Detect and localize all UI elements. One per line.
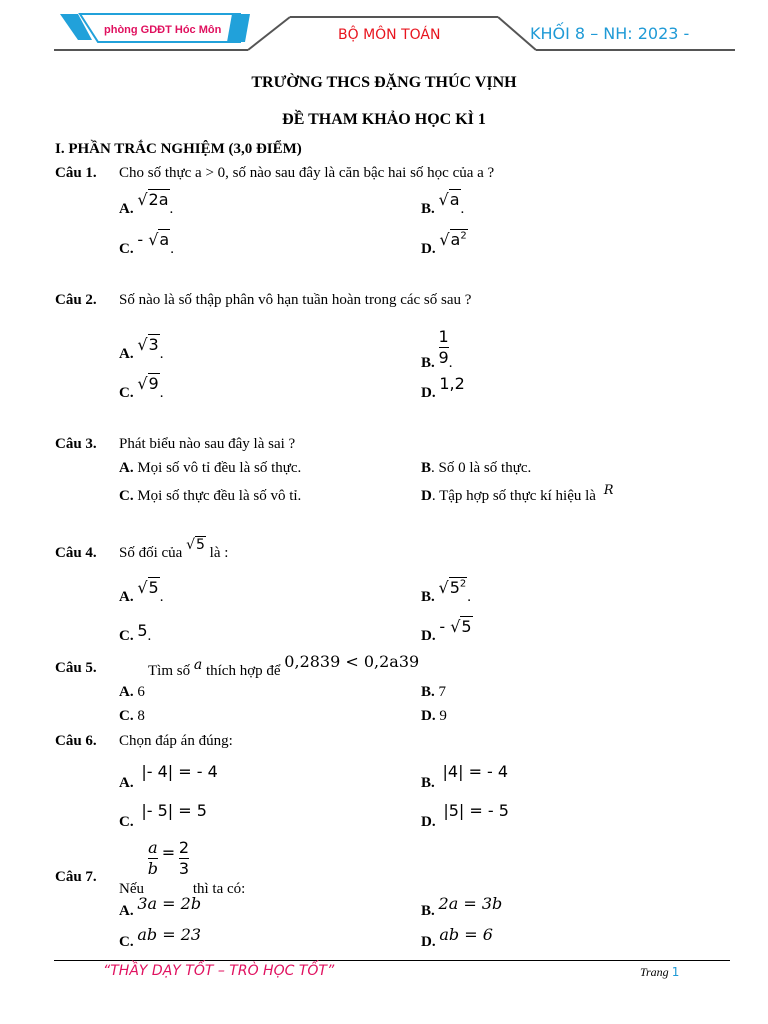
q6-option-c[interactable]	[119, 801, 207, 831]
option-suffix: .	[169, 201, 174, 217]
option-letter: A.	[119, 775, 134, 791]
q6-option-d[interactable]	[421, 801, 509, 831]
real-set-symbol: R	[603, 483, 614, 498]
q4-option-d[interactable]: D. - √5	[421, 617, 472, 644]
grade-label: KHỐI 8 – NH: 2023 -	[530, 24, 690, 43]
q5-option-c[interactable]	[119, 708, 145, 725]
q1-option-b[interactable]: B. √a.	[421, 190, 465, 217]
radicand: 5	[196, 537, 205, 553]
option-letter: A.	[119, 346, 134, 362]
department-label: phòng GDĐT Hóc Môn	[104, 24, 222, 36]
page-indicator	[640, 965, 679, 980]
option-letter: B.	[421, 589, 435, 605]
question-1-text: Cho số thực a > 0, số nào sau đây là căn bậc hai số học của a ?	[119, 165, 495, 181]
option-text: Mọi số thực đều là số vô tỉ.	[133, 488, 302, 504]
option-expression: |4| = - 4	[442, 762, 509, 781]
option-text: Mọi số vô tỉ đều là số thực.	[133, 460, 302, 476]
page-label: Trang	[640, 965, 669, 979]
option-letter: C.	[119, 628, 134, 644]
option-suffix: .	[159, 346, 164, 362]
question-7-text: Nếu $\frac{a}{b}$ = $\frac{2}{3}$ thì ta có:	[119, 838, 246, 897]
subject-label: BỘ MÔN TOÁN	[338, 27, 441, 43]
option-letter: D.	[421, 934, 436, 950]
text-after: là :	[209, 545, 229, 561]
exponent: 2	[460, 230, 467, 242]
option-letter: C.	[119, 708, 134, 724]
option-letter: C.	[119, 241, 134, 257]
option-suffix: .	[159, 385, 164, 401]
question-2-text: Số nào là số thập phân vô hạn tuần hoàn trong các số sau ?	[119, 292, 472, 308]
option-letter: B.	[421, 775, 435, 791]
radicand: 2a	[148, 190, 169, 209]
option-letter: D.	[421, 628, 436, 644]
question-2-label: Câu 2.	[55, 292, 97, 308]
option-letter: C.	[119, 934, 134, 950]
q1-option-a[interactable]: A. √2a.	[119, 190, 174, 217]
option-suffix: .	[460, 201, 465, 217]
question-7-label: Câu 7.	[55, 869, 97, 885]
option-expression: 2a = 3b	[438, 894, 503, 913]
option-letter: D.	[421, 385, 436, 401]
q3-option-a[interactable]	[119, 460, 301, 477]
option-text: . Số 0 là số thực.	[431, 460, 532, 476]
option-letter: D.	[421, 241, 436, 257]
option-letter: B.	[421, 903, 435, 919]
numerator: 2	[178, 838, 190, 857]
q5-option-a[interactable]	[119, 684, 145, 701]
page-number: 1	[671, 965, 680, 979]
question-3-text: Phát biểu nào sau đây là sai ?	[119, 436, 296, 452]
option-letter: D.	[421, 708, 436, 724]
radicand: 5	[461, 617, 472, 636]
question-4-label: Câu 4.	[55, 545, 97, 561]
inequality: 0,2839 < 0,2a39	[284, 652, 420, 671]
q4-option-b[interactable]: B. $√5^2$.	[421, 578, 472, 605]
q2-option-c[interactable]: C. √9.	[119, 374, 164, 401]
option-suffix: .	[170, 241, 174, 257]
q2-option-d[interactable]	[421, 374, 465, 402]
radicand: 5	[148, 578, 159, 597]
question-1-label: Câu 1.	[55, 165, 97, 181]
option-suffix: .	[467, 589, 472, 605]
variable-a: a	[193, 657, 203, 673]
q6-option-b[interactable]	[421, 762, 509, 792]
exponent: 2	[459, 578, 467, 590]
q3-option-b[interactable]	[421, 460, 531, 477]
text-after: thì ta có:	[192, 880, 246, 897]
option-text: . Tập hợp số thực kí hiệu là	[431, 488, 596, 504]
option-suffix: .	[448, 354, 453, 371]
numerator: a	[148, 838, 158, 857]
option-letter: B.	[421, 201, 435, 217]
minus-sign: -	[137, 230, 149, 249]
fraction-right	[179, 838, 189, 879]
section-heading: I. PHẦN TRẮC NGHIỆM (3,0 ĐIỂM)	[55, 141, 302, 157]
option-text: 8	[133, 708, 145, 724]
text-before: Số đối của	[119, 545, 183, 561]
radicand: 9	[148, 374, 159, 393]
option-letter: A.	[119, 589, 134, 605]
radicand: a	[450, 230, 461, 249]
numerator: 1	[438, 327, 449, 346]
fraction	[439, 327, 449, 368]
option-letter: A.	[119, 903, 134, 919]
footer-divider	[54, 960, 730, 961]
q6-option-a[interactable]	[119, 762, 218, 792]
denominator: b	[147, 859, 158, 878]
option-letter: B	[421, 460, 432, 476]
option-letter: D.	[421, 814, 436, 830]
fraction-left	[148, 838, 158, 879]
text-before: Nếu	[119, 880, 144, 897]
q4-option-a[interactable]: A. √5.	[119, 578, 164, 605]
q3-option-c[interactable]	[119, 488, 301, 505]
denominator: 9	[438, 348, 449, 367]
option-suffix: .	[147, 628, 152, 644]
text-before: Tìm số	[148, 663, 191, 679]
option-text: 6	[133, 684, 145, 700]
question-5-text	[148, 652, 420, 680]
school-name: TRƯỜNG THCS ĐẶNG THÚC VỊNH	[251, 74, 517, 91]
option-letter: C.	[119, 814, 134, 830]
radicand: a	[159, 230, 170, 249]
question-4-text: Số đối của √5 là :	[119, 537, 229, 561]
question-5-label: Câu 5.	[55, 660, 97, 676]
option-letter: B.	[421, 354, 435, 371]
q1-option-d[interactable]: D. $√a^2$	[421, 230, 467, 257]
option-letter: A.	[119, 460, 134, 476]
q1-option-c[interactable]: C. - √a.	[119, 230, 174, 257]
footer-quote: “THẦY DẠY TỐT – TRÒ HỌC TỐT”	[103, 963, 335, 979]
question-3-label: Câu 3.	[55, 436, 97, 452]
q7-option-b[interactable]	[421, 894, 503, 920]
option-letter: A.	[119, 201, 134, 217]
option-suffix: .	[159, 589, 164, 605]
q7-option-c[interactable]	[119, 925, 202, 951]
option-letter: C.	[119, 385, 134, 401]
option-expression: ab = 23	[137, 925, 202, 944]
minus-sign: -	[439, 617, 451, 636]
option-expression: |5| = - 5	[443, 801, 509, 820]
q7-option-a[interactable]	[119, 894, 202, 920]
option-value: 1,2	[439, 374, 465, 393]
option-letter: A.	[119, 684, 134, 700]
option-expression: 3a = 2b	[137, 894, 202, 913]
question-6-label: Câu 6.	[55, 733, 97, 749]
option-expression: ab = 6	[439, 925, 493, 944]
denominator: 3	[178, 859, 190, 878]
q5-option-d[interactable]	[421, 708, 447, 725]
option-letter: B.	[421, 684, 435, 700]
q5-option-b[interactable]	[421, 684, 446, 701]
question-6-text: Chọn đáp án đúng:	[119, 733, 233, 749]
radicand: 3	[148, 335, 159, 354]
radicand: a	[449, 190, 460, 209]
q3-option-d[interactable]	[421, 483, 614, 505]
text-after: thích hợp để	[205, 663, 281, 679]
option-expression: |- 4| = - 4	[141, 762, 218, 781]
option-letter: D	[421, 488, 432, 504]
option-letter: C.	[119, 488, 134, 504]
option-value: 5	[137, 621, 148, 640]
exam-title: ĐỀ THAM KHẢO HỌC KÌ 1	[282, 111, 486, 128]
option-text: 9	[435, 708, 447, 724]
q4-option-c[interactable]	[119, 621, 152, 645]
option-text: 7	[434, 684, 447, 700]
q7-option-d[interactable]	[421, 925, 493, 951]
option-expression: |- 5| = 5	[141, 801, 207, 820]
q2-option-a[interactable]: A. √3.	[119, 335, 164, 362]
radicand: 5	[449, 578, 460, 597]
